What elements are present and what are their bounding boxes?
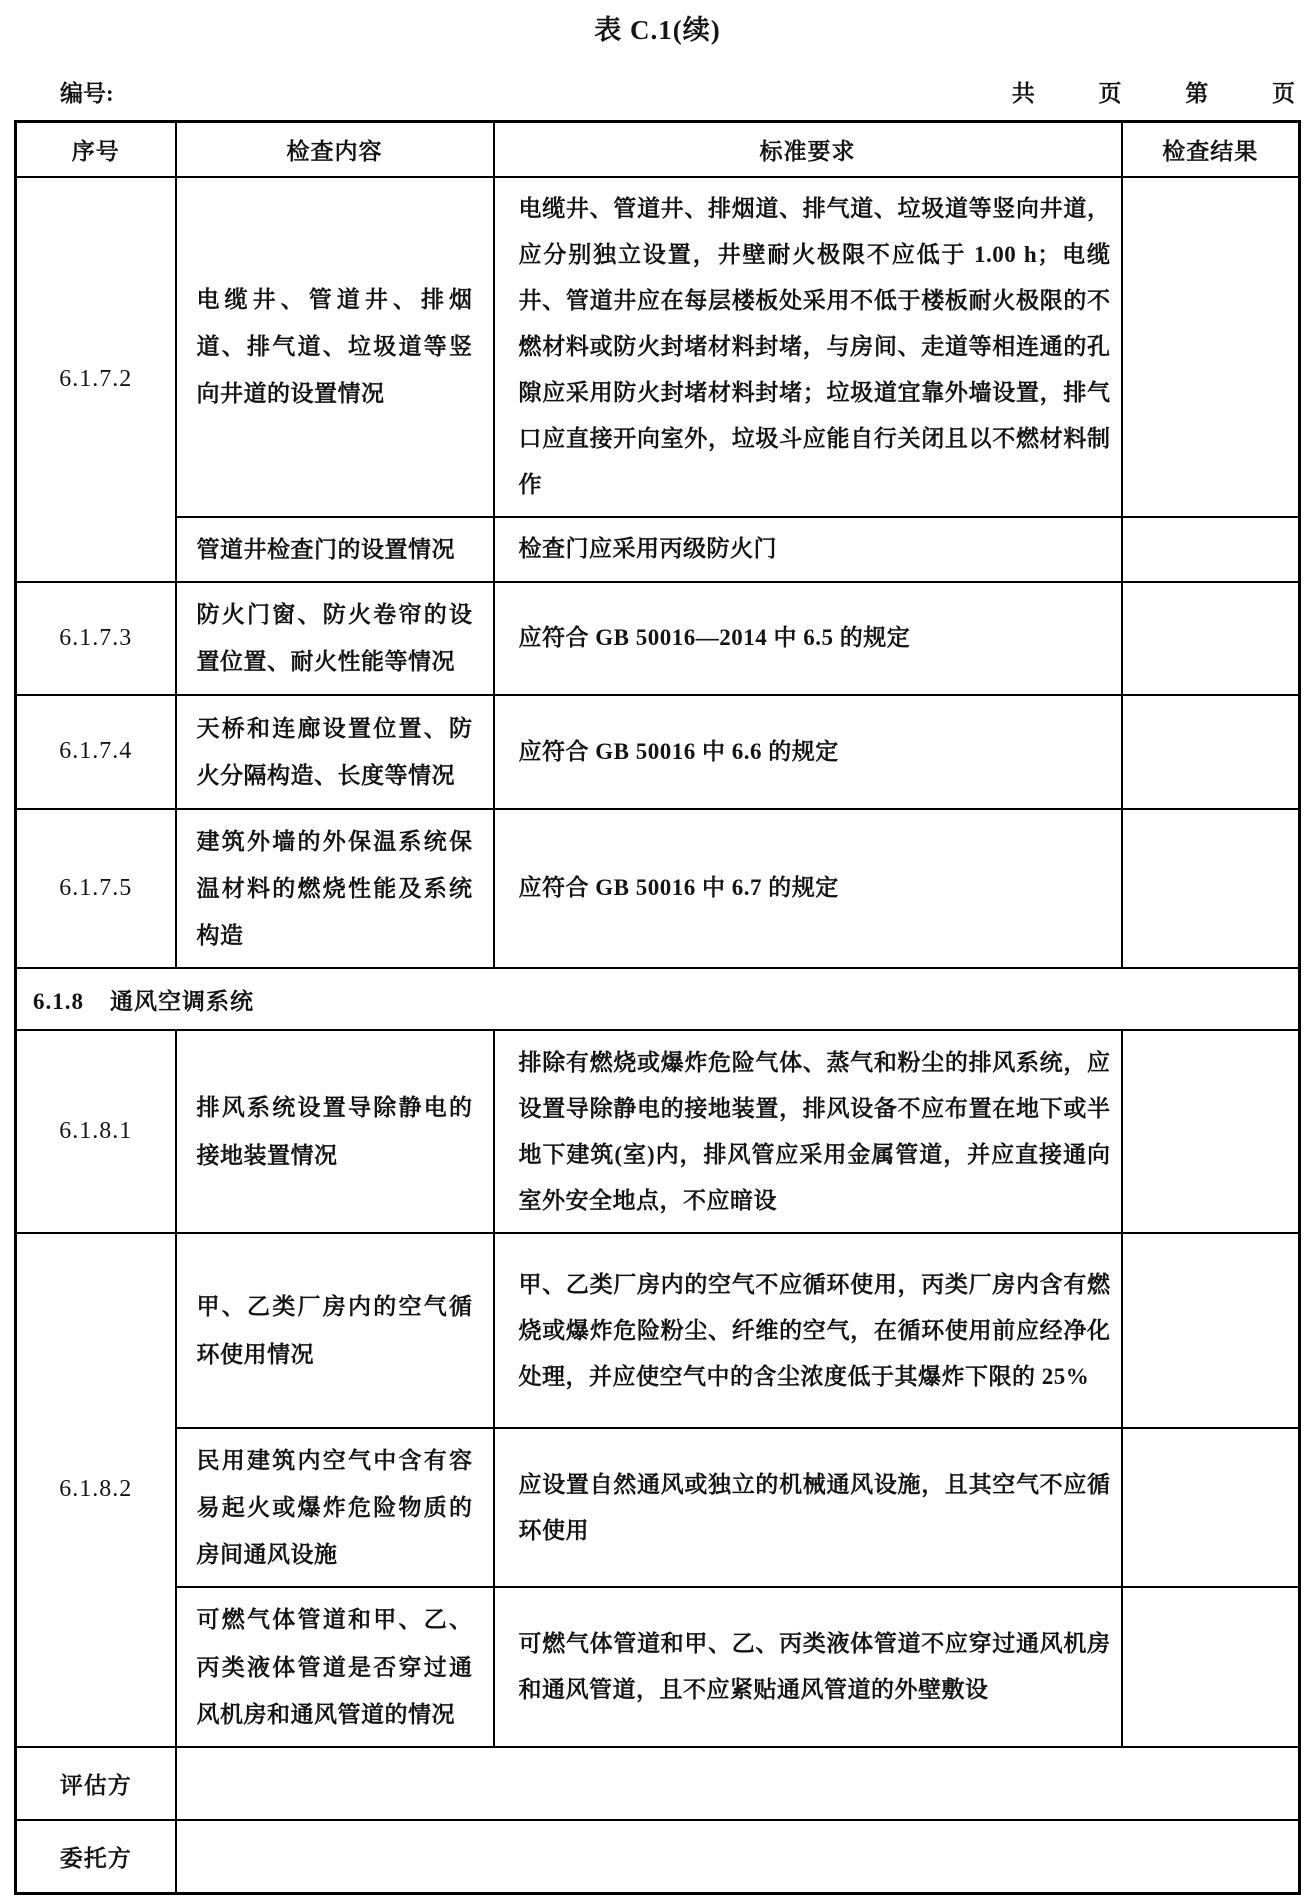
content-cell: 可燃气体管道和甲、乙、丙类液体管道是否穿过通风机房和通风管道的情况 bbox=[176, 1587, 494, 1746]
table-row bbox=[16, 809, 1300, 968]
content-cell: 防火门窗、防火卷帘的设置位置、耐火性能等情况 bbox=[176, 582, 494, 695]
requirement-cell: 应设置自然通风或独立的机械通风设施，且其空气不应循环使用 bbox=[494, 1428, 1122, 1587]
result-cell bbox=[1122, 1233, 1300, 1428]
table-row bbox=[16, 582, 1300, 695]
result-cell bbox=[1122, 809, 1300, 968]
col-header-requirement: 标准要求 bbox=[494, 122, 1122, 177]
page-total-unit: 页 bbox=[1098, 81, 1122, 106]
requirement-cell: 应符合 GB 50016 中 6.7 的规定 bbox=[494, 809, 1122, 968]
footer-row bbox=[16, 1820, 1300, 1894]
table-row bbox=[16, 517, 1300, 582]
row-id-cell: 6.1.8.2 bbox=[16, 1233, 176, 1747]
row-id-cell: 6.1.8.1 bbox=[16, 1030, 176, 1233]
page-ordinal-label: 第 bbox=[1185, 81, 1209, 106]
evaluator-label-cell: 评估方 bbox=[16, 1747, 176, 1820]
col-header-result: 检查结果 bbox=[1122, 122, 1300, 177]
content-cell: 民用建筑内空气中含有容易起火或爆炸危险物质的房间通风设施 bbox=[176, 1428, 494, 1587]
content-cell: 排风系统设置导除静电的接地装置情况 bbox=[176, 1030, 494, 1233]
row-id-cell: 6.1.7.3 bbox=[16, 582, 176, 695]
row-id-cell: 6.1.7.5 bbox=[16, 809, 176, 968]
requirement-cell: 检查门应采用丙级防火门 bbox=[494, 517, 1122, 582]
content-cell: 天桥和连廊设置位置、防火分隔构造、长度等情况 bbox=[176, 695, 494, 809]
row-id-cell: 6.1.7.4 bbox=[16, 695, 176, 809]
page-total-label: 共 bbox=[1011, 81, 1035, 106]
header-row bbox=[16, 122, 1300, 177]
table-title: 表 C.1(续) bbox=[594, 15, 721, 45]
requirement-cell: 电缆井、管道井、排烟道、排气道、垃圾道等竖向井道，应分别独立设置，井壁耐火极限不应低于 1.00 h；电缆井、管道井应在每层楼板处采用不低于楼板耐火极限的不燃材料或防火封堵材料封堵，与房间、走道等相连通的孔隙应采用防火封堵材料封堵；垃圾道宜靠外墙设置，排气口应直接开向室外，垃圾斗应能自行关闭且以不燃材料制作 bbox=[494, 177, 1122, 517]
col-header-content: 检查内容 bbox=[176, 122, 494, 177]
content-cell: 管道井检查门的设置情况 bbox=[176, 517, 494, 582]
requirement-cell: 排除有燃烧或爆炸危险气体、蒸气和粉尘的排风系统，应设置导除静电的接地装置，排风设备不应布置在地下或半地下建筑(室)内，排风管应采用金属管道，并应直接通向室外安全地点，不应暗设 bbox=[494, 1030, 1122, 1233]
result-cell bbox=[1122, 177, 1300, 517]
requirement-cell: 可燃气体管道和甲、乙、丙类液体管道不应穿过通风机房和通风管道，且不应紧贴通风管道的外壁敷设 bbox=[494, 1587, 1122, 1746]
row-id-cell: 6.1.7.2 bbox=[16, 177, 176, 582]
requirement-cell: 应符合 GB 50016 中 6.6 的规定 bbox=[494, 695, 1122, 809]
page-ordinal-unit: 页 bbox=[1272, 81, 1295, 106]
content-cell: 甲、乙类厂房内的空气循环使用情况 bbox=[176, 1233, 494, 1428]
result-cell bbox=[1122, 517, 1300, 582]
result-cell bbox=[1122, 1030, 1300, 1233]
result-cell bbox=[1122, 1587, 1300, 1746]
page-info bbox=[1012, 75, 1295, 108]
client-label-cell: 委托方 bbox=[16, 1820, 176, 1894]
result-cell bbox=[1122, 582, 1300, 695]
section-row bbox=[16, 968, 1300, 1030]
section-cell bbox=[16, 968, 1300, 1030]
requirement-cell: 应符合 GB 50016—2014 中 6.5 的规定 bbox=[494, 582, 1122, 695]
table-row bbox=[16, 695, 1300, 809]
table-row bbox=[16, 1428, 1300, 1587]
content-cell: 建筑外墙的外保温系统保温材料的燃烧性能及系统构造 bbox=[176, 809, 494, 968]
col-header-serial: 序号 bbox=[16, 122, 176, 177]
table-row bbox=[16, 177, 1300, 517]
result-cell bbox=[1122, 695, 1300, 809]
footer-row bbox=[16, 1747, 1300, 1820]
table-row bbox=[16, 1587, 1300, 1746]
requirement-cell: 甲、乙类厂房内的空气不应循环使用，丙类厂房内含有燃烧或爆炸危险粉尘、纤维的空气，在循环使用前应经净化处理，并应使空气中的含尘浓度低于其爆炸下限的 25% bbox=[494, 1233, 1122, 1428]
content-cell: 电缆井、管道井、排烟道、排气道、垃圾道等竖向井道的设置情况 bbox=[176, 177, 494, 517]
section-id: 6.1.8 bbox=[33, 988, 84, 1014]
client-signature-cell bbox=[176, 1820, 1300, 1894]
table-row bbox=[16, 1030, 1300, 1233]
document-number-label: 编号: bbox=[60, 81, 114, 106]
table-row bbox=[16, 1233, 1300, 1428]
section-label: 通风空调系统 bbox=[110, 988, 254, 1014]
inspection-table bbox=[14, 120, 1301, 1895]
result-cell bbox=[1122, 1428, 1300, 1587]
meta-row bbox=[60, 75, 1295, 108]
evaluator-signature-cell bbox=[176, 1747, 1300, 1820]
